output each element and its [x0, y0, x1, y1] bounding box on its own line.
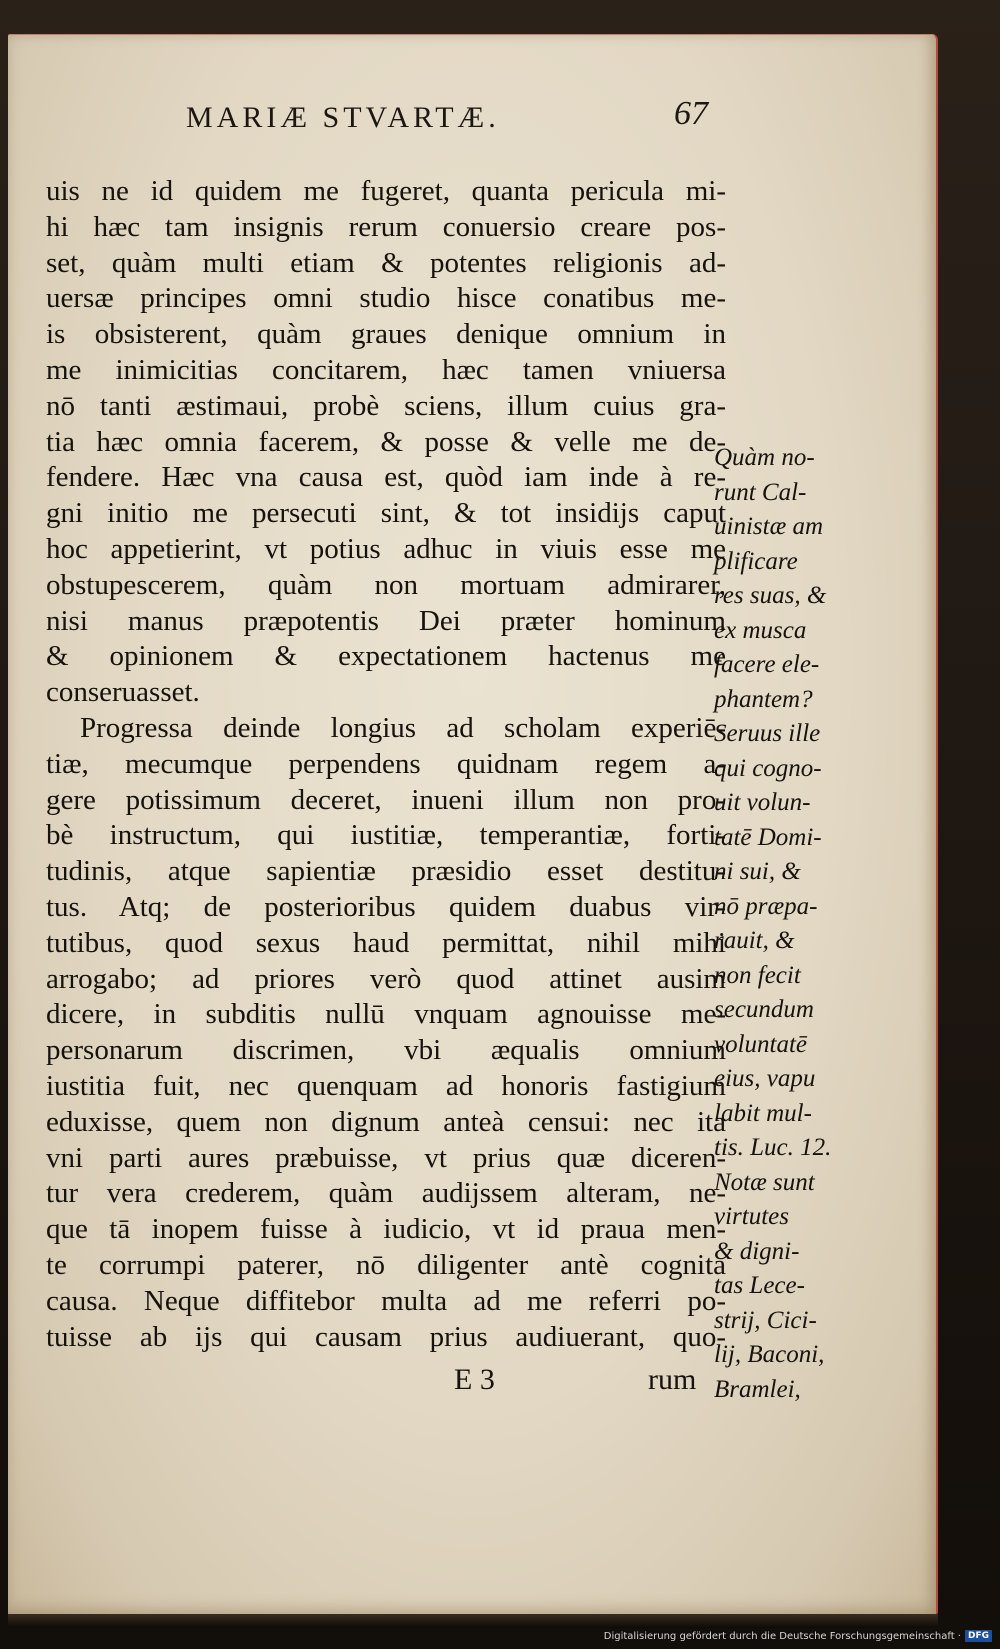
margin-note-line: & digni-	[714, 1237, 800, 1265]
margin-note-line: uit volun-	[714, 789, 811, 816]
margin-note-line: non fecit	[714, 961, 801, 989]
margin-note-line: strij, Cici-	[714, 1306, 817, 1334]
text-line: tuisse ab ijs qui causam prius audiuerant, quo-	[46, 1320, 726, 1353]
margin-note-line: qui cogno-	[714, 754, 822, 782]
margin-note-line: phantem?	[714, 685, 813, 713]
text-line: conseruasset.	[46, 676, 200, 709]
margin-note-line: eius, vapu	[714, 1065, 816, 1092]
margin-note-line: Notæ sunt	[714, 1168, 815, 1196]
book-page	[8, 34, 938, 1615]
text-line: nō tanti æstimaui, probè sciens, illum cuius gra-	[46, 389, 726, 422]
margin-note-line: facere ele-	[714, 651, 820, 678]
margin-note-line: virtutes	[714, 1203, 789, 1230]
signature-mark: E 3	[454, 1363, 495, 1396]
text-line: fendere. Hæc vna causa est, quòd iam inde à re-	[46, 461, 726, 494]
text-line: gni initio me persecuti sint, & tot insidijs caput	[46, 497, 726, 530]
text-line: tia hæc omnia facerem, & posse & velle me de-	[46, 425, 726, 458]
margin-note-line: runt Cal-	[714, 478, 807, 506]
text-line: causa. Neque diffitebor multa ad me referri po-	[46, 1284, 726, 1317]
text-line: tur vera crederem, quàm audijssem alteram, ne-	[46, 1177, 726, 1210]
text-line: bè instructum, qui iustitiæ, temperantiæ, forti-	[46, 819, 726, 852]
text-line: gere potissimum deceret, inueni illum non pro-	[46, 783, 726, 816]
text-line: iustitia fuit, nec quenquam ad honoris fastigium	[46, 1069, 726, 1102]
margin-note-line: tas Lece-	[714, 1272, 805, 1299]
text-line: uis ne id quidem me fugeret, quanta pericula mi-	[46, 175, 726, 207]
margin-note-line: rauit, &	[714, 927, 795, 954]
text-line: is obsisterent, quàm graues denique omnium in	[46, 318, 726, 351]
text-line: nisi manus præpotentis Dei præter hominum	[46, 604, 726, 637]
margin-note-line: lij, Baconi,	[714, 1341, 825, 1368]
text-line: tus. Atq; de posterioribus quidem duabus vir-	[46, 890, 726, 923]
digitization-credit	[604, 1629, 992, 1643]
margin-note-line: uinistæ am	[714, 513, 824, 540]
text-line: hoc appetierint, vt potius adhuc in viuis esse me	[46, 532, 726, 565]
page-edge-shadow	[8, 1614, 938, 1628]
text-line: tutibus, quod sexus haud permittat, nihil mihi	[46, 926, 726, 959]
text-line: me inimicitias concitarem, hæc tamen vniuersa	[46, 353, 726, 386]
catchword: rum	[648, 1363, 697, 1396]
margin-note-line: nō præpa-	[714, 892, 818, 920]
text-line: vni parti aures præbuisse, vt prius quæ diceren-	[46, 1141, 726, 1174]
text-line: tiæ, mecumque perpendens quidnam regem a-	[46, 747, 726, 780]
text-line: eduxisse, quem non dignum anteà censui: nec ita	[46, 1105, 726, 1138]
margin-note-line: Bramlei,	[714, 1375, 801, 1403]
text-line: obstupescerem, quàm non mortuam admirarer,	[46, 568, 726, 601]
margin-note-line: ex musca	[714, 616, 807, 644]
body-text	[46, 174, 726, 1404]
margin-note-line: Seruus ille	[714, 720, 821, 747]
text-line: set, quàm multi etiam & potentes religionis ad-	[46, 246, 726, 279]
text-line: te corrumpi paterer, nō diligenter antè cognita	[46, 1248, 726, 1281]
text-line: uersæ principes omni studio hisce conatibus me-	[46, 282, 726, 315]
margin-note-line: tis. Luc. 12.	[714, 1134, 832, 1161]
margin-note-line: labit mul-	[714, 1099, 812, 1127]
dfg-logo-icon: DFG	[965, 1630, 992, 1642]
margin-note-line: ni sui, &	[714, 858, 801, 885]
running-title: MARIÆ STVARTÆ.	[186, 101, 500, 134]
margin-note-line: Quàm no-	[714, 444, 815, 471]
margin-note-line: plificare	[714, 547, 798, 575]
margin-note-line: voluntatē	[714, 1030, 808, 1058]
text-line: & opinionem & expectationem hactenus me	[46, 640, 726, 673]
text-line: tudinis, atque sapientiæ præsidio esset destitu-	[46, 855, 726, 888]
margin-note-line: secundum	[714, 996, 814, 1023]
text-line: que tā inopem fuisse à iudicio, vt id praua men-	[46, 1213, 726, 1246]
text-line: personarum discrimen, vbi æqualis omnium	[46, 1034, 726, 1067]
margin-note-line: tatē Domi-	[714, 823, 822, 851]
running-head	[8, 95, 936, 143]
text-line: dicere, in subditis nullū vnquam agnouisse me-	[46, 998, 726, 1031]
margin-note-line: res suas, &	[714, 582, 827, 609]
margin-notes	[714, 441, 864, 1407]
credit-text: Digitalisierung gefördert durch die Deutsche Forschungsgemeinschaft ·	[603, 1630, 961, 1642]
text-line: arrogabo; ad priores verò quod attinet ausim	[46, 962, 726, 995]
page-number: 67	[674, 95, 708, 132]
text-line: hi hæc tam insignis rerum conuersio creare pos-	[46, 210, 726, 243]
paragraph-start-line: Progressa deinde longius ad scholam experiē-	[80, 711, 726, 744]
